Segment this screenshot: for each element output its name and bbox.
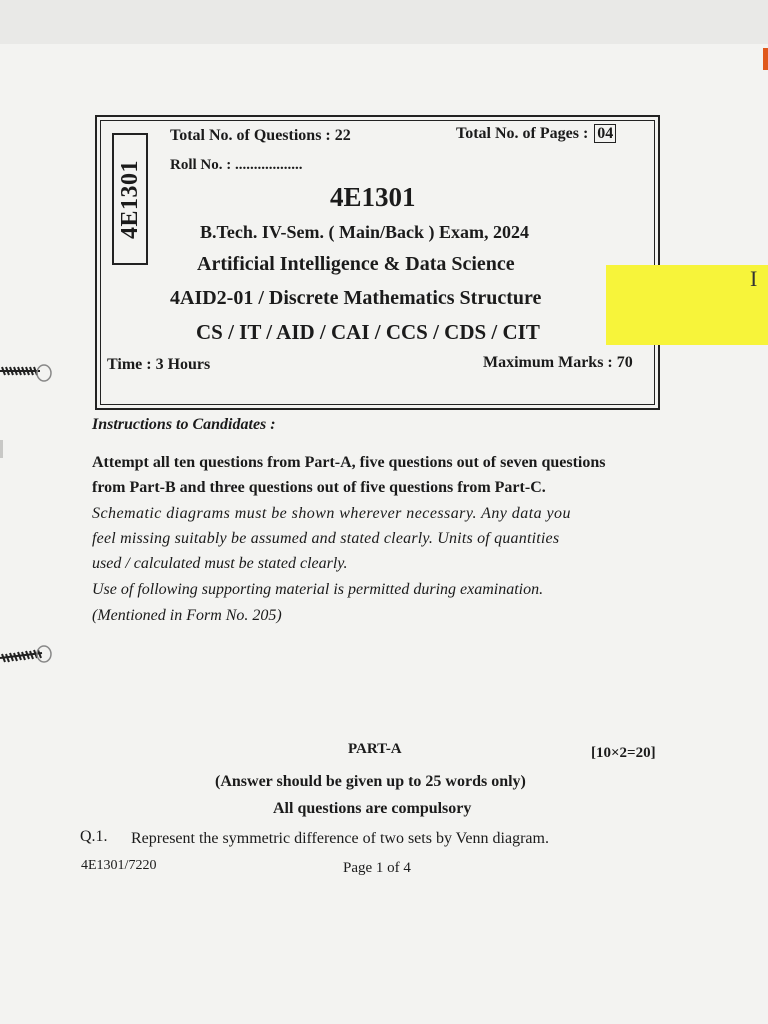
yellow-highlighter-mark xyxy=(606,265,768,345)
total-pages-value: 04 xyxy=(594,124,616,143)
orange-edge-tab xyxy=(763,48,768,70)
subject-title: 4AID2-01 / Discrete Mathematics Structure xyxy=(170,287,542,309)
exam-title: B.Tech. IV-Sem. ( Main/Back ) Exam, 2024 xyxy=(200,222,530,242)
total-pages xyxy=(456,124,616,143)
margin-mark: I xyxy=(750,266,758,291)
page-number: Page 1 of 4 xyxy=(343,860,411,876)
paper-code-title: 4E1301 xyxy=(330,182,416,212)
instructions-heading: Instructions to Candidates : xyxy=(92,416,276,433)
instruction-line-italic: used / calculated must be stated clearly. xyxy=(92,555,348,572)
part-a-marks: [10×2=20] xyxy=(591,745,656,761)
roll-number: Roll No. : .................. xyxy=(170,157,303,173)
instruction-line-italic: (Mentioned in Form No. 205) xyxy=(92,607,282,624)
part-a-compulsory: All questions are compulsory xyxy=(273,800,472,817)
side-paper-code: 4E1301 xyxy=(116,159,143,239)
part-a-title: PART-A xyxy=(348,741,402,757)
branch-title: Artificial Intelligence & Data Science xyxy=(197,253,515,275)
footer-code: 4E1301/7220 xyxy=(81,858,157,873)
exam-time: Time : 3 Hours xyxy=(107,356,211,373)
instruction-line: Attempt all ten questions from Part-A, five questions out of seven questions xyxy=(92,454,606,471)
streams-title: CS / IT / AID / CAI / CCS / CDS / CIT xyxy=(196,320,540,344)
question-text: Represent the symmetric difference of two sets by Venn diagram. xyxy=(131,830,549,847)
spiral-binding-coil-icon xyxy=(0,645,52,667)
part-a-note: (Answer should be given up to 25 words only) xyxy=(215,773,526,790)
instruction-line-italic: Schematic diagrams must be shown wherever necessary. Any data you xyxy=(92,505,571,522)
instruction-line-italic: feel missing suitably be assumed and stated clearly. Units of quantities xyxy=(92,530,560,547)
instruction-line: from Part-B and three questions out of five questions from Part-C. xyxy=(92,479,546,496)
question-number: Q.1. xyxy=(80,828,108,845)
spiral-binding-coil-icon xyxy=(0,362,52,384)
total-pages-label: Total No. of Pages : xyxy=(456,125,589,142)
total-questions: Total No. of Questions : 22 xyxy=(170,127,351,144)
instruction-line-italic: Use of following supporting material is permitted during examination. xyxy=(92,581,544,598)
maximum-marks: Maximum Marks : 70 xyxy=(483,354,633,371)
side-paper-code-box xyxy=(112,133,148,265)
punch-hole-mark xyxy=(0,440,3,458)
